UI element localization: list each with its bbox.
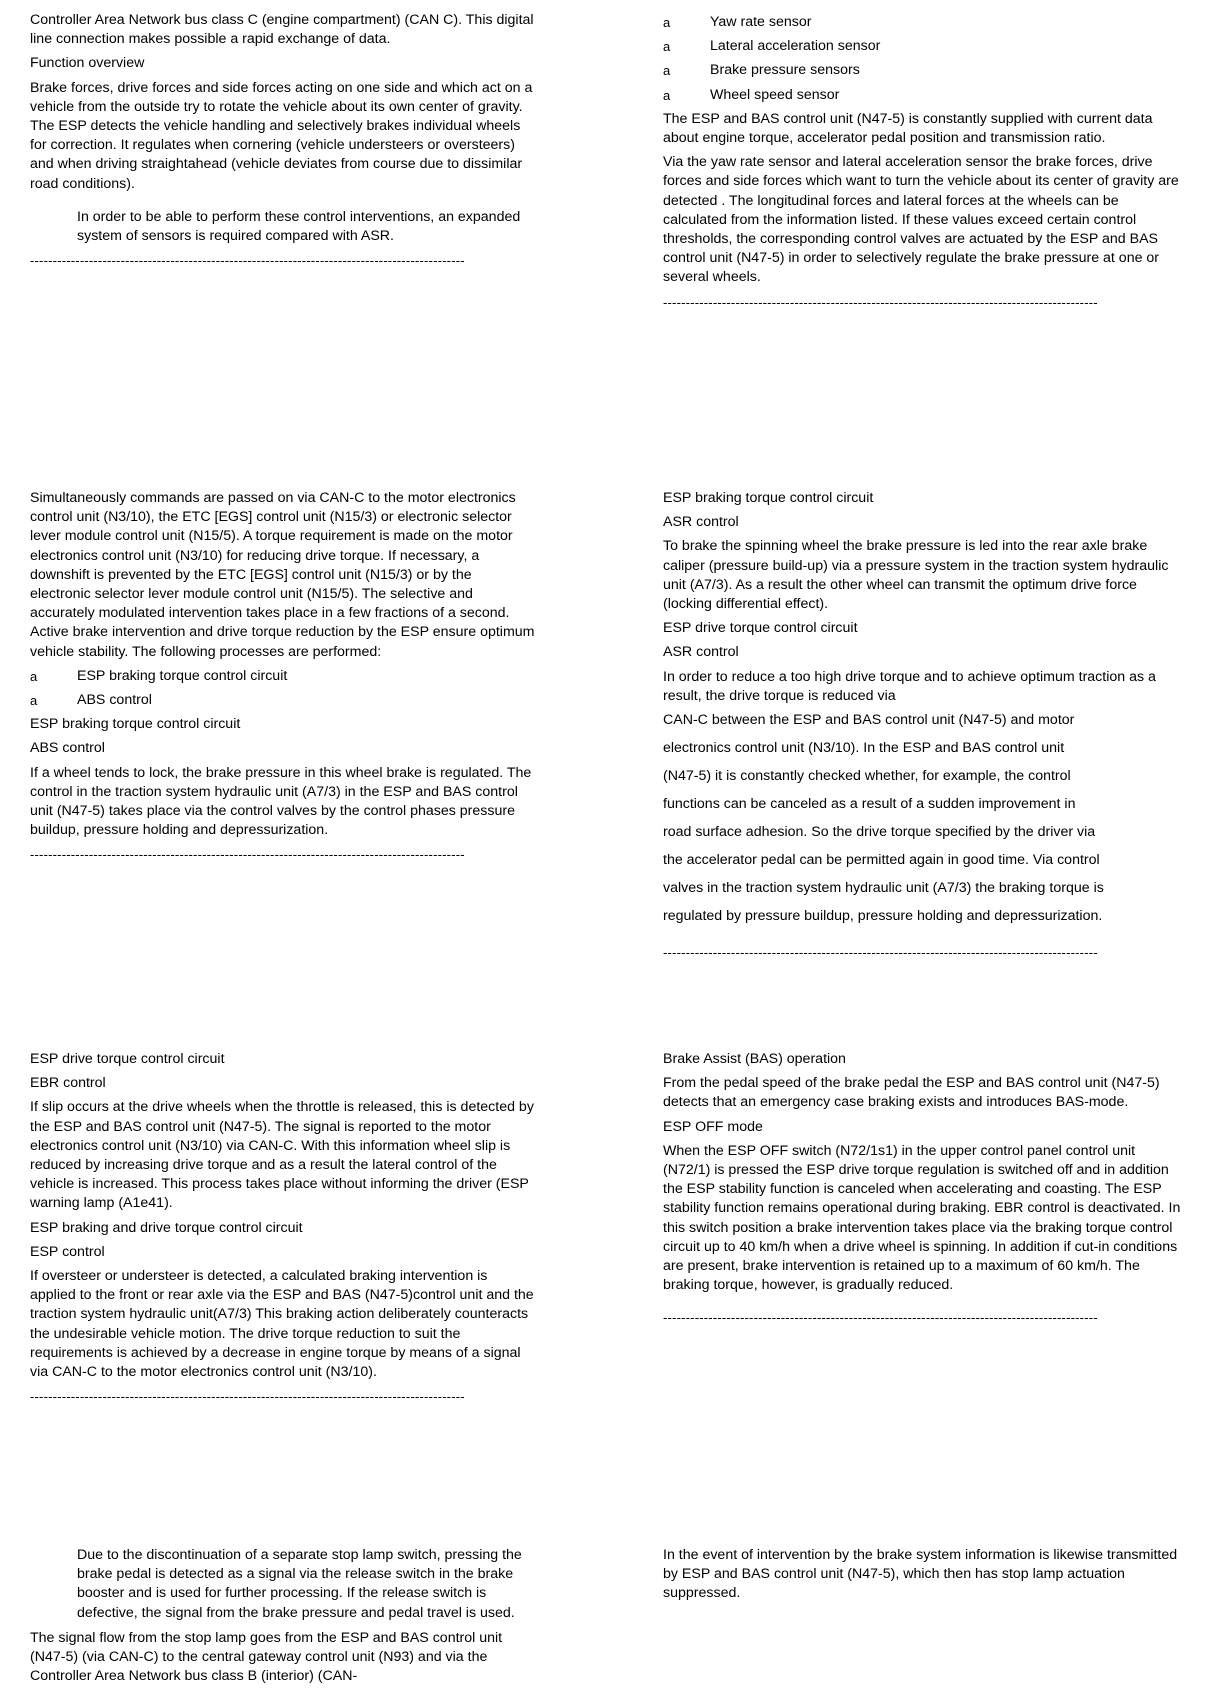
process-list <box>30 667 535 710</box>
cell-4 <box>663 489 1183 960</box>
divider: ------------------------------------------------------------------------------------------------ <box>663 295 1098 310</box>
divider: ------------------------------------------------------------------------------------------------ <box>30 848 465 863</box>
cell-2 <box>663 13 1183 310</box>
heading-esp-off-mode: ESP OFF mode <box>663 1118 763 1135</box>
bullet-marker: a <box>30 668 38 684</box>
abs-control-text: If a wheel tends to lock, the brake pressure in this wheel brake is regulated. The control in the traction system hydraulic unit (A7/3) in the ESP and BAS control unit (N47-5) takes place via the control valves by the control phases pressure buildup, pressure holding and depressurization. <box>30 764 532 839</box>
bas-operation-text: From the pedal speed of the brake pedal the ESP and BAS control unit (N47-5) detects that an emergency case braking exists and introduces BAS-mode. <box>663 1075 1160 1111</box>
cell-6 <box>663 1050 1183 1325</box>
sensor-list <box>663 13 1183 105</box>
list-item: a Lateral acceleration sensor <box>663 37 1183 56</box>
sensors-note: In order to be able to perform these control interventions, an expanded system of sensors is required compared with ASR. <box>77 208 521 245</box>
heading-esp-drive-torque: ESP drive torque control circuit <box>663 620 858 637</box>
brake-intervention-text: In the event of intervention by the brake system information is likewise transmitted by ESP and BAS control unit (N47-5), which then has stop lamp actuation suppressed. <box>663 1547 1178 1602</box>
cell-7 <box>30 1546 535 1691</box>
heading-bas-operation: Brake Assist (BAS) operation <box>663 1051 846 1067</box>
heading-ebr-control: EBR control <box>30 1075 106 1092</box>
list-item: a ESP braking torque control circuit <box>30 667 535 686</box>
cell-8 <box>663 1546 1183 1609</box>
sensor-detection-text: Via the yaw rate sensor and lateral acceleration sensor the brake forces, drive forces and side forces which want to turn the vehicle about its center of gravity are detected . The longitudinal forces and lateral forces at the wheels can be calculated from the information listed. If these values exceed certain control thresholds, the corresponding control valves are actuated by the ESP and BAS control unit (N47-5) in order to selectively regulate the brake pressure at one or several wheels. <box>663 154 1179 286</box>
heading-esp-drive-torque: ESP drive torque control circuit <box>30 1051 225 1067</box>
signal-flow-text: The signal flow from the stop lamp goes from the ESP and BAS control unit (N47-5) (via CAN-C) to the central gateway control unit (N93) and via the Controller Area Network bus class B (interior) (CAN- <box>30 1629 503 1685</box>
list-item: a ABS control <box>30 691 535 710</box>
list-item: a Wheel speed sensor <box>663 86 1183 105</box>
heading-esp-braking-drive: ESP braking and drive torque control circuit <box>30 1219 303 1236</box>
esp-off-mode-text: When the ESP OFF switch (N72/1s1) in the upper control panel control unit (N72/1) is pressed the ESP drive torque regulation is switched off and in addition the ESP stability function is canceled when accelerating and coasting. The ESP stability function remains operational during braking. EBR control is deactivated. In this switch position a brake intervention takes place via the braking torque control circuit up to 40 km/h when a drive wheel is spinning. In addition if cut-in conditions are present, brake intervention is retained up to a maximum of 60 km/h. The braking torque, however, is gradually reduced. <box>663 1142 1181 1294</box>
heading-asr-control: ASR control <box>663 644 739 661</box>
asr-drive-torque-text: In order to reduce a too high drive torque and to achieve optimum traction as a result, the drive torque is reduced via <box>663 668 1156 704</box>
bullet-marker: a <box>663 39 671 55</box>
bullet-marker: a <box>30 693 38 709</box>
esp-control-text: If oversteer or understeer is detected, a calculated braking intervention is applied to the front or rear axle via the ESP and BAS (N47-5)control unit and the traction system hydraulic unit(A7/3) This braking action deliberately counteracts the undesirable vehicle motion. The drive torque reduction to suit the requirements is achieved by a decrease in engine torque by means of a signal via CAN-C to the motor electronics control unit (N3/10). <box>30 1268 534 1381</box>
heading-esp-control: ESP control <box>30 1243 105 1260</box>
heading-function-overview: Function overview <box>30 55 145 72</box>
control-unit-supply-text: The ESP and BAS control unit (N47-5) is constantly supplied with current data about engine torque, accelerator pedal position and transmission ratio. <box>663 110 1153 147</box>
can-c-intro: Controller Area Network bus class C (engine compartment) (CAN C). This digital line connection makes possible a rapid exchange of data. <box>30 12 534 48</box>
asr-braking-text: To brake the spinning wheel the brake pressure is led into the rear axle brake caliper (pressure build-up) via a pressure system in the traction system hydraulic unit (A7/3). As a result the other wheel can transmit the optimum drive force (locking differential effect). <box>663 538 1169 613</box>
bullet-marker: a <box>663 15 671 30</box>
cell-3 <box>30 489 535 862</box>
divider: ------------------------------------------------------------------------------------------------ <box>663 1311 1098 1326</box>
bullet-marker: a <box>663 87 671 103</box>
bullet-marker: a <box>663 63 671 79</box>
divider: ------------------------------------------------------------------------------------------------ <box>30 1390 465 1405</box>
list-item: a Brake pressure sensors <box>663 61 1183 80</box>
function-overview-text: Brake forces, drive forces and side forces acting on one side and which act on a vehicle from the outside try to rotate the vehicle about its own center of gravity. The ESP detects the vehicle handling and selectively brakes individual wheels for correction. It regulates when cornering (vehicle understeers or oversteers) and when driving straightahead (vehicle deviates from course due to dissimilar road conditions). <box>30 79 533 192</box>
ebr-control-text: If slip occurs at the drive wheels when the throttle is released, this is detected by the ESP and BAS control unit (N47-5). The signal is reported to the motor electronics control unit (N3/10) via CAN-C. With this information wheel slip is reduced by increasing drive torque and as a result the lateral control of the vehicle is increased. This process takes place without informing the driver (ESP warning lamp (A1e41). <box>30 1099 534 1212</box>
cell-1 <box>30 11 535 268</box>
heading-asr-control: ASR control <box>663 514 739 531</box>
heading-esp-braking: ESP braking torque control circuit <box>663 490 874 506</box>
cell-5 <box>30 1050 535 1404</box>
stop-lamp-note: Due to the discontinuation of a separate stop lamp switch, pressing the brake pedal is detected as a signal via the release switch in the brake booster and is used for further processing. If the release switch is defective, the signal from the brake pressure and pedal travel is used. <box>77 1547 522 1621</box>
heading-abs-control: ABS control <box>30 740 105 757</box>
divider: ------------------------------------------------------------------------------------------------ <box>663 946 1098 961</box>
heading-esp-braking: ESP braking torque control circuit <box>30 716 241 733</box>
asr-drive-torque-continued: CAN-C between the ESP and BAS control unit (N47-5) and motor electronics control unit (N3/10). In the ESP and BAS control unit (N47-5) it is constantly checked whether, for example, the control functions can be canceled as a result of a sudden improvement in road surface adhesion. So the drive torque specified by the driver via the accelerator pedal can be permitted again in good time. Via control valves in the traction system hydraulic unit (A7/3) the braking torque is regulated by pressure buildup, pressure holding and depressurization. <box>663 712 1104 925</box>
divider: ------------------------------------------------------------------------------------------------ <box>30 254 465 269</box>
can-c-commands-text: Simultaneously commands are passed on via CAN-C to the motor electronics control unit (N3/10), the ETC [EGS] control unit (N15/3) or electronic selector lever module control unit (N15/5). A torque requirement is made on the motor electronics control unit (N3/10) for reducing drive torque. If necessary, a downshift is prevented by the ETC [EGS] control unit (N15/3) or by the electronic selector lever module control unit (N15/5). The selective and accurately modulated intervention takes place in a few fractions of a second. Active brake intervention and drive torque reduction by the ESP ensure optimum vehicle stability. The following processes are performed: <box>30 490 535 660</box>
list-item: a Yaw rate sensor <box>663 13 1183 32</box>
